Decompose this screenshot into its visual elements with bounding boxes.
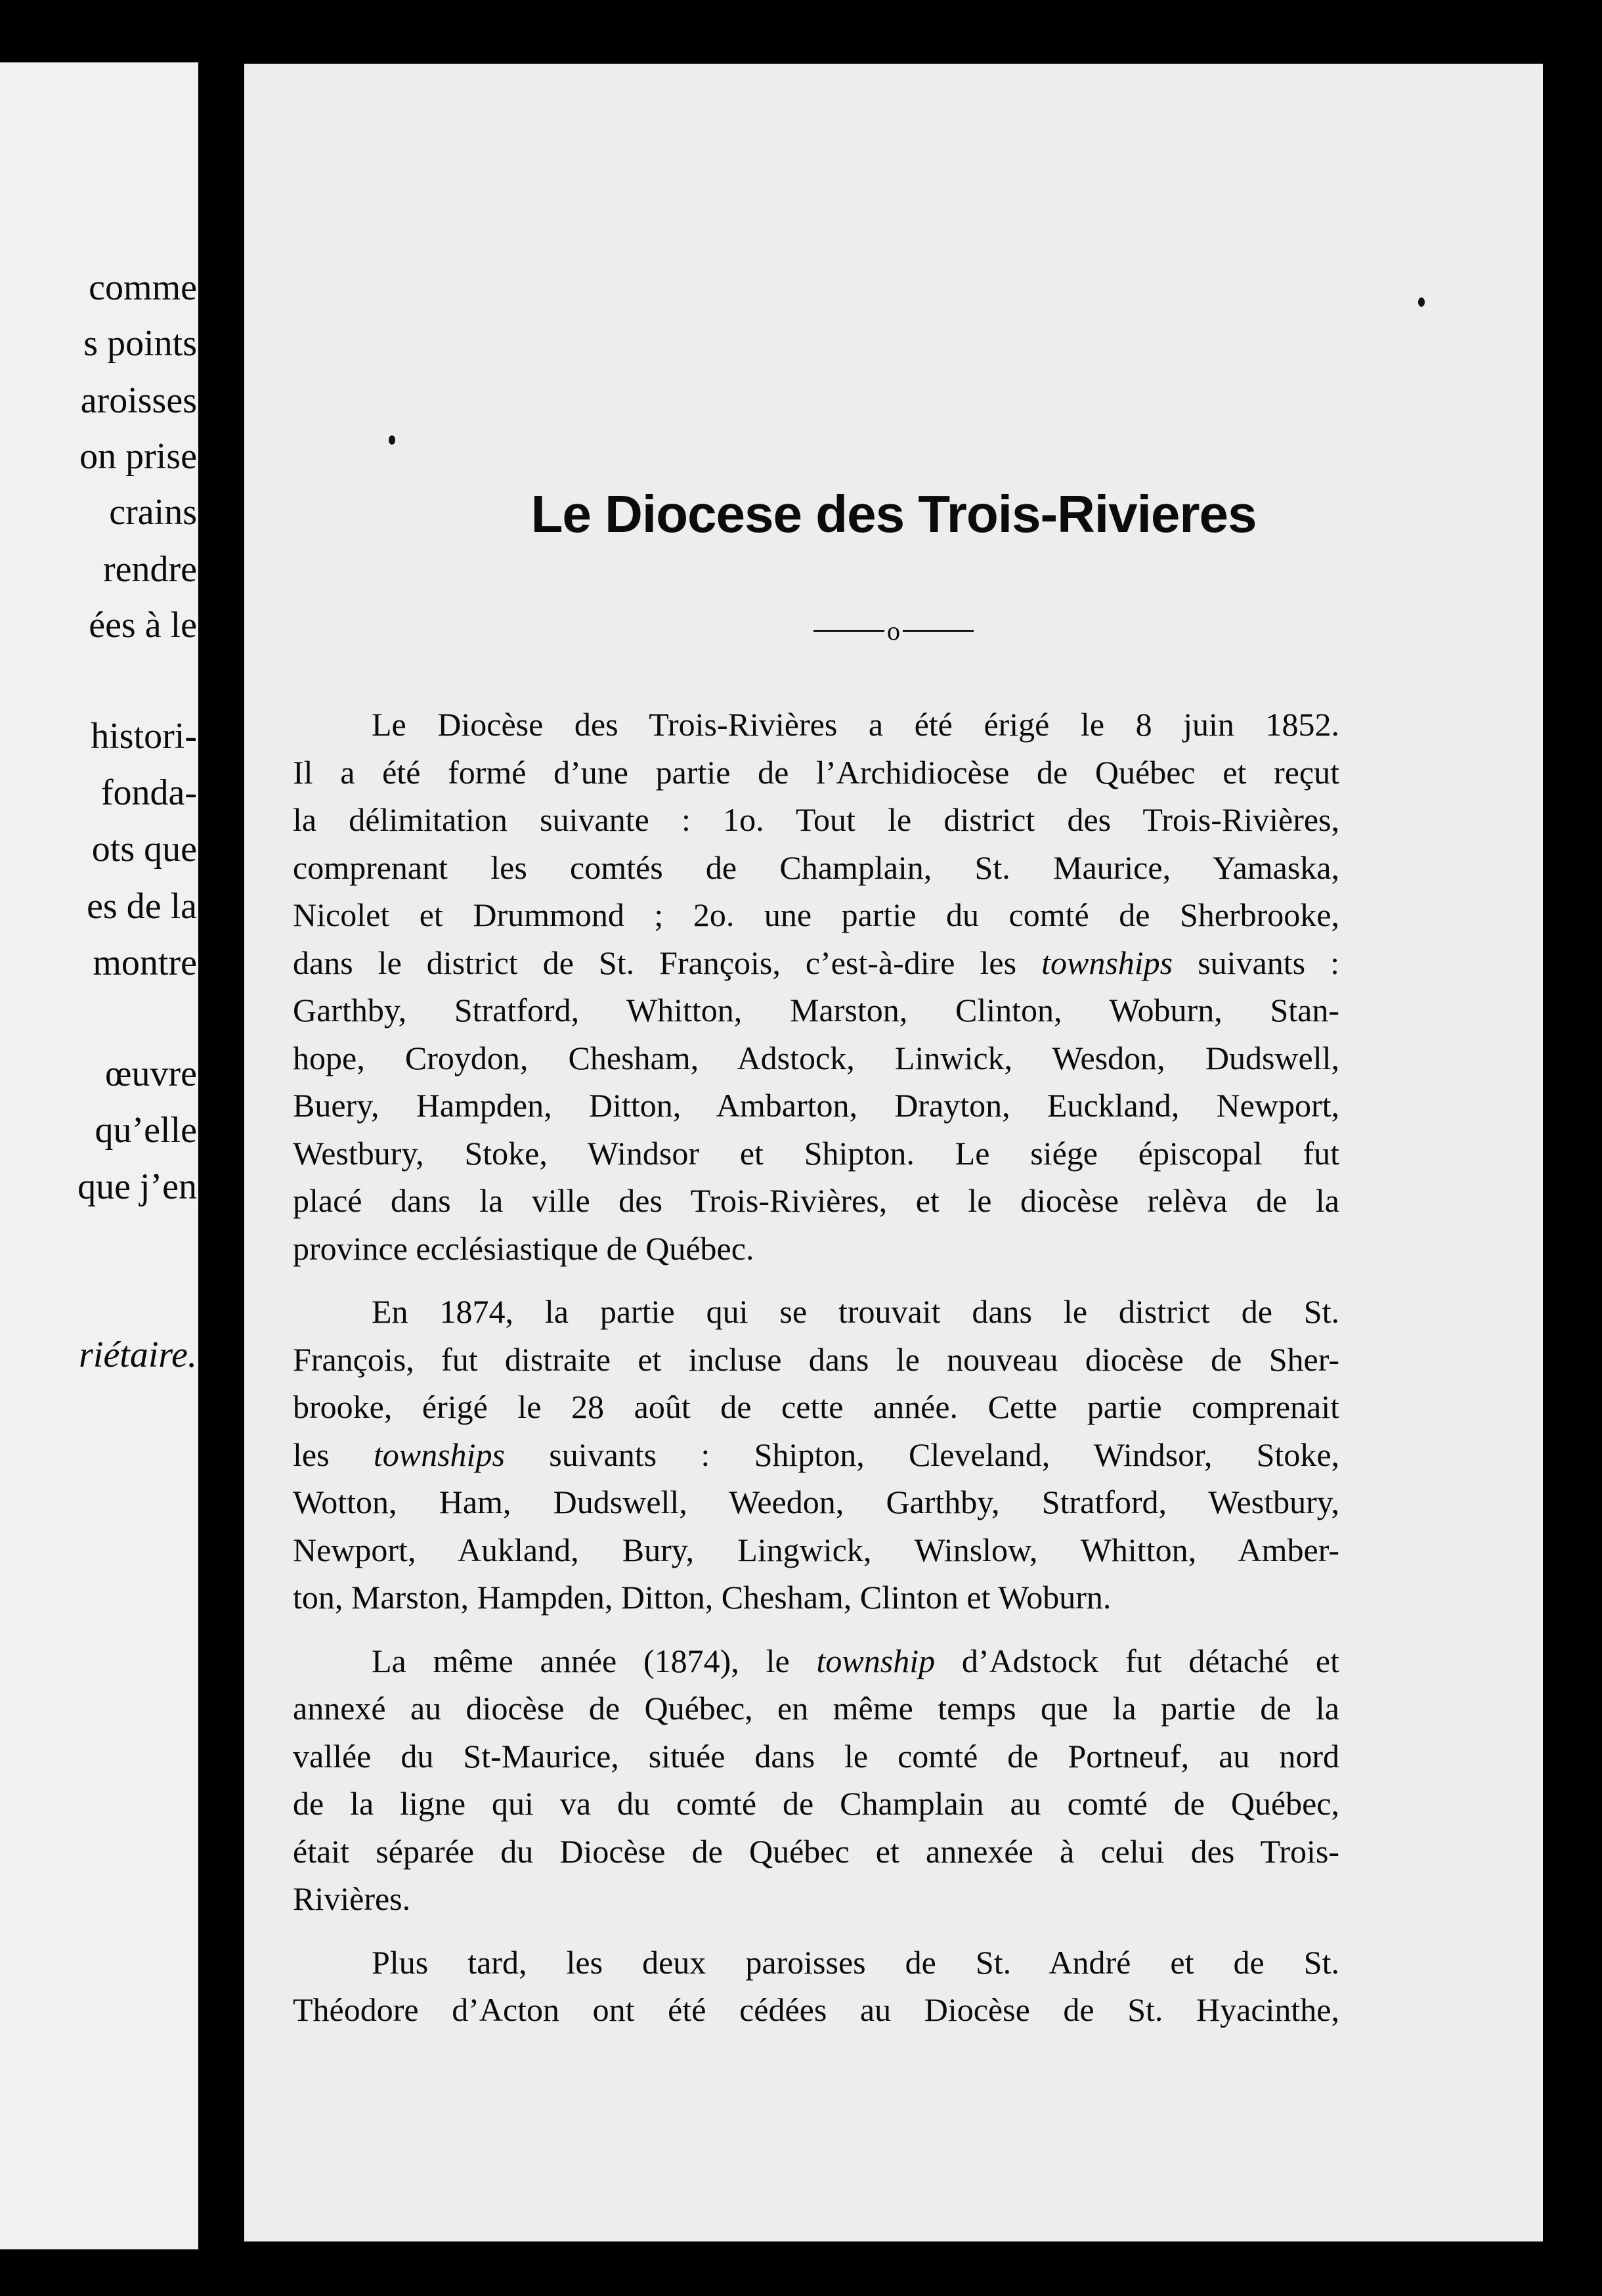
text-line: Wotton, Ham, Dudswell, Weedon, Garthby, Stratford, Westbury, — [293, 1484, 1339, 1520]
paragraph-1 — [293, 701, 1339, 1272]
italic-word: township — [816, 1642, 936, 1679]
title-separator — [244, 615, 1543, 644]
page-title: Le Diocese des Trois-Rivieres — [530, 485, 1257, 543]
text-line: était séparée du Diocèse de Québec et annexée à celui des Trois- — [293, 1832, 1339, 1870]
text-line: Plus tard, les deux paroisses de St. André et de St. — [372, 1943, 1339, 1981]
left-page-line: on prise — [79, 436, 197, 477]
text-segment: les — [293, 1436, 330, 1473]
text-line: Il a été formé d’une partie de l’Archidiocèse de Québec et reçut — [293, 753, 1339, 791]
left-page-line: ots que — [91, 829, 197, 870]
text-line: Rivières. — [293, 1880, 411, 1917]
left-page-line: montre — [93, 942, 197, 983]
text-line-composite — [293, 1637, 1339, 1685]
left-page-line: aroisses — [80, 380, 197, 421]
text-line: Nicolet et Drummond ; 2o. une partie du comté de Sherbrooke, — [293, 896, 1339, 933]
text-segment: dans le district de St. François, c’est-à-dire les — [293, 944, 1017, 981]
text-line: ton, Marston, Hampden, Ditton, Chesham, Clinton et Woburn. — [293, 1579, 1112, 1616]
text-line: province ecclésiastique de Québec. — [293, 1229, 754, 1267]
document-page — [244, 64, 1543, 2241]
left-page-line: rendre — [102, 549, 197, 590]
text-line: de la ligne qui va du comté de Champlain au comté de Québec, — [293, 1785, 1339, 1822]
left-page-line: crains — [109, 492, 197, 533]
left-page-line: œuvre — [105, 1053, 197, 1094]
ink-speck — [1418, 298, 1425, 307]
left-page-line: fonda- — [100, 772, 197, 813]
text-segment: La même année (1874), le — [372, 1642, 790, 1679]
text-line: Newport, Aukland, Bury, Lingwick, Winslow, Whitton, Amber- — [293, 1531, 1339, 1568]
text-line: Théodore d’Acton ont été cédées au Diocèse de St. Hyacinthe, — [293, 1991, 1339, 2028]
text-line: Buery, Hampden, Ditton, Ambarton, Drayton, Euckland, Newport, — [293, 1087, 1339, 1124]
text-line: vallée du St-Maurice, située dans le comté de Portneuf, au nord — [293, 1737, 1339, 1775]
text-line-composite — [293, 1431, 1339, 1479]
paragraph-3 — [293, 1637, 1339, 1923]
left-page-line: histori- — [91, 716, 197, 757]
paragraph-4 — [293, 1939, 1339, 2034]
left-page-line: que j’en — [77, 1166, 197, 1207]
italic-word: townships — [373, 1436, 505, 1473]
separator-rule-left — [813, 630, 884, 632]
text-segment: suivants : — [1198, 944, 1340, 981]
body-text — [293, 701, 1339, 2034]
text-line: hope, Croydon, Chesham, Adstock, Linwick, Wesdon, Dudswell, — [293, 1039, 1339, 1076]
text-line: Garthby, Stratford, Whitton, Marston, Clinton, Woburn, Stan- — [293, 992, 1339, 1028]
left-page-line: es de la — [87, 886, 197, 927]
separator-mark: o — [887, 615, 900, 646]
left-page-line: riétaire. — [79, 1335, 197, 1375]
text-segment: d’Adstock fut détaché et — [961, 1642, 1339, 1679]
text-line: la délimitation suivante : 1o. Tout le district des Trois-Rivières, — [293, 801, 1339, 838]
text-line: placé dans la ville des Trois-Rivières, et le diocèse relèva de la — [293, 1182, 1339, 1219]
text-line: annexé au diocèse de Québec, en même temps que la partie de la — [293, 1690, 1339, 1727]
separator-rule-right — [903, 630, 974, 632]
text-line: comprenant les comtés de Champlain, St. Maurice, Yamaska, — [293, 849, 1339, 886]
previous-page-fragment — [0, 62, 198, 2249]
ink-speck — [389, 435, 395, 445]
italic-word: townships — [1041, 944, 1173, 981]
left-page-line: qu’elle — [95, 1110, 197, 1151]
text-line: Le Diocèse des Trois-Rivières a été érigé le 8 juin 1852. — [372, 706, 1339, 743]
book-gutter — [198, 0, 244, 2296]
left-page-line: s points — [83, 323, 197, 364]
left-page-line: comme — [89, 267, 197, 308]
text-line: brooke, érigé le 28 août de cette année. Cette partie comprenait — [293, 1388, 1339, 1425]
text-line: Westbury, Stoke, Windsor et Shipton. Le siége épiscopal fut — [293, 1134, 1339, 1172]
left-page-line: ées à le — [89, 605, 197, 646]
text-line-composite — [293, 939, 1339, 987]
text-line: François, fut distraite et incluse dans le nouveau diocèse de Sher- — [293, 1340, 1339, 1378]
text-line: En 1874, la partie qui se trouvait dans le district de St. — [372, 1293, 1339, 1330]
text-segment: suivants : Shipton, Cleveland, Windsor, Stoke, — [549, 1436, 1340, 1473]
paragraph-2 — [293, 1288, 1339, 1622]
